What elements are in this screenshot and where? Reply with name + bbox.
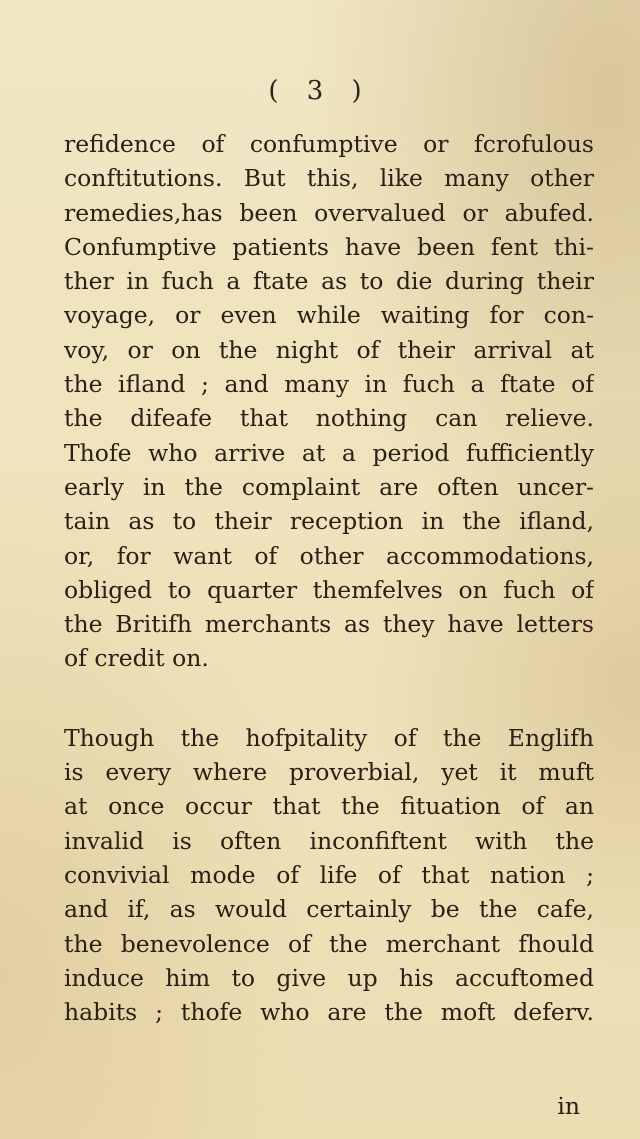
text-line: the difeafe that nothing can relieve. [64,404,594,433]
body-text [64,127,594,1029]
text-line: refidence of confumptive or fcrofulous [64,130,594,158]
paragraph [64,127,594,676]
text-line: tain as to their reception in the ifland, [64,507,594,536]
catchword: in [557,1092,580,1120]
text-line: is every where proverbial, yet it muft [64,758,594,787]
text-line: ther in fuch a ftate as to die during their [64,267,594,296]
text-line: voy, or on the night of their arrival at [64,335,594,364]
text-line: of credit on. [64,644,209,673]
text-line: conftitutions. But this, like many other [64,164,594,193]
text-line: invalid is often inconfiftent with the [64,826,594,855]
paragraph-gap [64,676,594,721]
text-line: induce him to give up his accuftomed [64,963,594,992]
paragraph [64,721,594,1030]
text-line: Though the hofpitality of the Englifh [64,723,594,752]
text-line: obliged to quarter themfelves on fuch of [64,575,594,604]
text-line: at once occur that the fituation of an [64,792,594,821]
text-line: habits ; thofe who are the moft deferv. [64,998,594,1027]
text-line: and if, as would certainly be the cafe, [64,895,594,924]
text-line: voyage, or even while waiting for con- [64,301,594,330]
text-line: remedies,has been overvalued or abufed. [64,198,594,227]
text-line: early in the complaint are often uncer- [64,472,594,501]
text-line: the benevolence of the merchant fhould [64,929,594,958]
text-line: convivial mode of life of that nation ; [64,860,594,889]
page-number: ( 3 ) [268,76,372,106]
text-line: or, for want of other accommodations, [64,541,594,570]
text-line: Thofe who arrive at a period fufficiently [64,438,594,467]
text-line: Confumptive patients have been fent thi- [64,232,594,261]
text-line: the Britifh merchants as they have letters [64,610,594,639]
text-line: the ifland ; and many in fuch a ftate of [64,370,594,399]
